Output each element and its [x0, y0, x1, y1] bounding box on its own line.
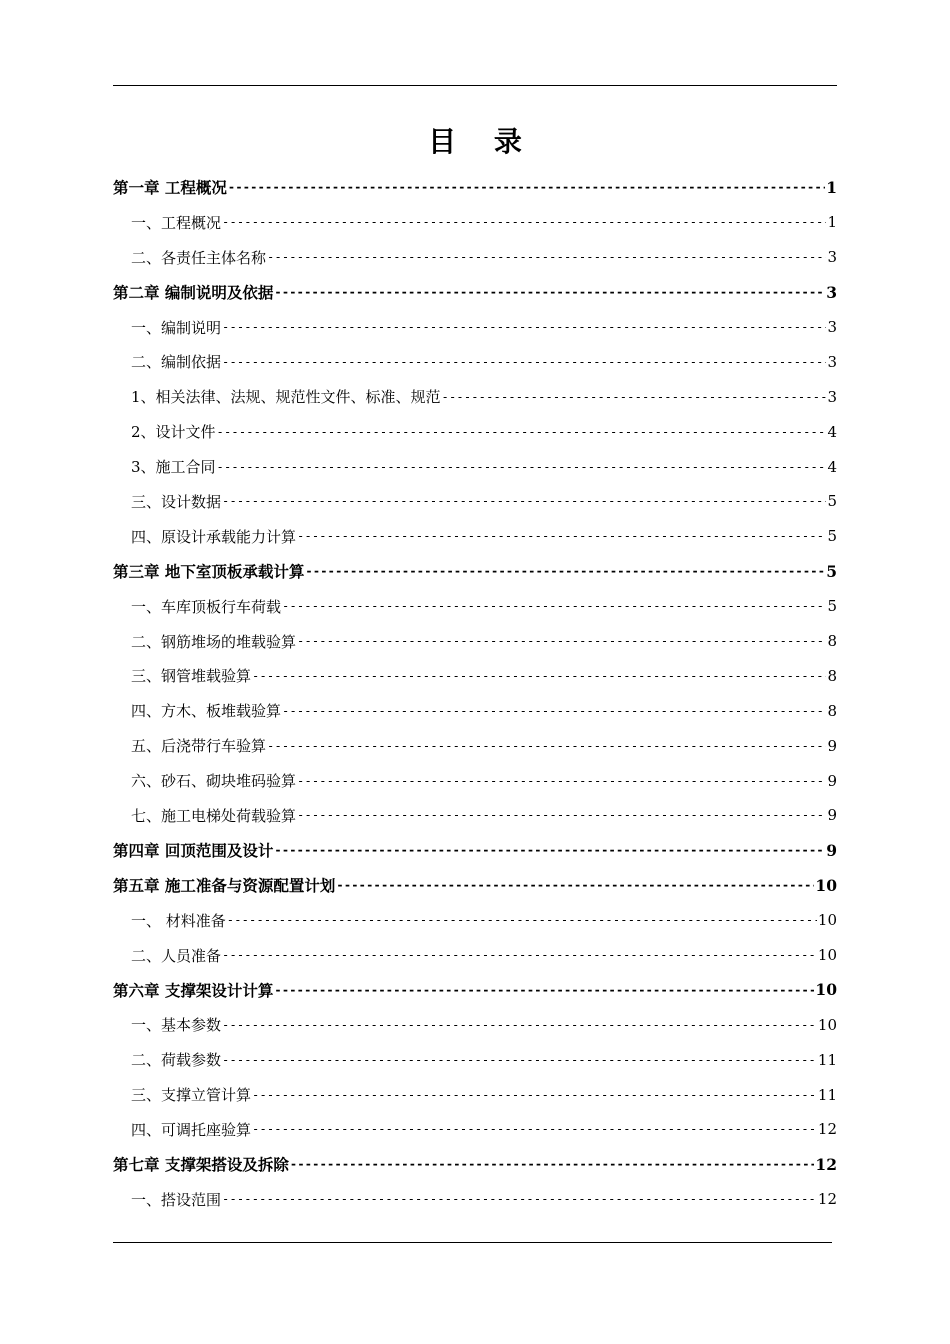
toc-leader [297, 775, 826, 787]
toc-page-number: 9 [827, 771, 837, 790]
toc-leader [222, 321, 826, 333]
toc-entry-section[interactable] [113, 414, 837, 449]
toc-leader [222, 216, 826, 228]
toc-entry-text: 五、后浇带行车验算 [131, 737, 267, 756]
toc-entry-text: 一、车库顶板行车荷载 [131, 597, 282, 616]
toc-entry-section[interactable] [113, 205, 837, 240]
header-rule [113, 85, 837, 86]
toc-entry-text: 六、砂石、砌块堆码验算 [131, 772, 297, 791]
toc-entry-text: 一、搭设范围 [131, 1190, 222, 1209]
toc-page-number: 12 [815, 1154, 837, 1174]
toc-leader [274, 984, 814, 996]
toc-page-number: 10 [817, 911, 837, 930]
toc-page-number: 12 [817, 1190, 837, 1209]
toc-entry-section[interactable] [113, 798, 837, 833]
toc-entry-section[interactable] [113, 938, 837, 973]
toc-entry-text: 第一章 工程概况 [113, 178, 227, 198]
toc-page-number: 11 [817, 1085, 837, 1104]
toc-page-number: 8 [827, 632, 837, 651]
toc-page-number: 4 [827, 422, 837, 441]
toc-page-number: 5 [827, 492, 837, 511]
toc-entry-section[interactable] [113, 1007, 837, 1042]
toc-entry-text: 四、可调托座验算 [131, 1120, 252, 1139]
toc-entry-section[interactable] [113, 1182, 837, 1217]
toc-entry-section[interactable] [113, 310, 837, 345]
toc-leader [274, 844, 825, 856]
toc-entry-text: 七、施工电梯处荷载验算 [131, 806, 297, 825]
toc-entry-section[interactable] [113, 728, 837, 763]
toc-leader [282, 600, 826, 612]
toc-leader [252, 1123, 817, 1135]
toc-entry-section[interactable] [113, 693, 837, 728]
toc-entry-text: 一、基本参数 [131, 1016, 222, 1035]
toc-entry-text: 第六章 支撑架设计计算 [113, 980, 274, 1000]
toc-entry-text: 第七章 支撑架搭设及拆除 [113, 1155, 289, 1175]
toc-leader [222, 356, 826, 368]
toc-leader [222, 1019, 817, 1031]
toc-entry-chapter[interactable] [113, 833, 837, 868]
toc-leader [267, 251, 826, 263]
toc-entry-section[interactable] [113, 658, 837, 693]
toc-page-number: 3 [827, 352, 837, 371]
toc-entry-chapter[interactable] [113, 275, 837, 310]
toc-entry-text: 3、施工合同 [131, 458, 216, 477]
toc-entry-section[interactable] [113, 589, 837, 624]
toc-entry-chapter[interactable] [113, 554, 837, 589]
toc-page-number: 3 [827, 248, 837, 267]
toc-page-number: 3 [827, 318, 837, 336]
toc-entry-text: 二、编制依据 [131, 353, 222, 372]
toc-page-number: 9 [827, 806, 837, 825]
table-of-contents [113, 170, 837, 1217]
toc-leader [336, 879, 814, 891]
toc-leader [442, 391, 827, 403]
toc-entry-chapter[interactable] [113, 972, 837, 1007]
toc-entry-section[interactable] [113, 449, 837, 484]
toc-page-number: 9 [827, 736, 837, 755]
toc-leader [297, 635, 826, 647]
toc-leader [282, 705, 826, 717]
toc-entry-text: 2、设计文件 [131, 423, 216, 442]
toc-entry-text: 二、人员准备 [131, 946, 222, 965]
toc-entry-text: 第五章 施工准备与资源配置计划 [113, 876, 336, 896]
toc-entry-text: 第四章 回顶范围及设计 [113, 841, 274, 861]
toc-page-number: 1 [826, 177, 837, 197]
toc-entry-text: 二、各责任主体名称 [131, 248, 267, 267]
toc-leader [222, 495, 826, 507]
toc-leader [228, 181, 825, 193]
toc-entry-chapter[interactable] [113, 170, 837, 205]
toc-page-number: 9 [826, 840, 837, 860]
toc-entry-section[interactable] [113, 1077, 837, 1112]
toc-page-number: 8 [827, 666, 837, 685]
toc-entry-chapter[interactable] [113, 868, 837, 903]
toc-page-number: 3 [826, 282, 837, 302]
toc-entry-text: 第三章 地下室顶板承载计算 [113, 562, 305, 582]
toc-entry-section[interactable] [113, 1042, 837, 1077]
toc-page-number: 11 [817, 1050, 837, 1069]
toc-entry-section[interactable] [113, 903, 837, 938]
toc-page-number: 5 [827, 597, 837, 616]
toc-entry-section[interactable] [113, 344, 837, 379]
toc-leader [297, 530, 826, 542]
toc-entry-text: 三、钢管堆载验算 [131, 667, 252, 686]
toc-leader [222, 1054, 817, 1066]
toc-page-number: 3 [827, 387, 837, 406]
toc-page-number: 12 [817, 1120, 837, 1139]
toc-leader [217, 461, 827, 473]
toc-leader [217, 426, 827, 438]
toc-entry-text: 一、 材料准备 [131, 911, 226, 930]
toc-entry-text: 一、工程概况 [131, 213, 222, 232]
toc-page-number: 5 [827, 527, 837, 546]
toc-entry-text: 四、方木、板堆载验算 [131, 702, 282, 721]
toc-entry-chapter[interactable] [113, 1147, 837, 1182]
toc-page-number: 10 [815, 875, 837, 895]
toc-page-number: 10 [815, 980, 837, 1000]
toc-entry-text: 三、支撑立管计算 [131, 1086, 252, 1105]
toc-entry-text: 二、钢筋堆场的堆载验算 [131, 632, 297, 651]
toc-leader [222, 1193, 817, 1205]
toc-entry-text: 一、编制说明 [131, 318, 222, 337]
toc-leader [305, 565, 825, 577]
toc-entry-section[interactable] [113, 379, 837, 414]
toc-entry-text: 第二章 编制说明及依据 [113, 283, 274, 303]
toc-entry-text: 三、设计数据 [131, 492, 222, 511]
toc-page-number: 10 [817, 946, 837, 965]
toc-page-number: 5 [826, 561, 837, 581]
toc-page-number: 4 [827, 457, 837, 476]
toc-entry-section[interactable] [113, 519, 837, 554]
toc-entry-text: 四、原设计承载能力计算 [131, 527, 297, 546]
toc-page-number: 10 [817, 1015, 837, 1034]
toc-entry-section[interactable] [113, 484, 837, 519]
toc-leader [252, 1089, 817, 1101]
toc-entry-section[interactable] [113, 240, 837, 275]
toc-entry-text: 1、相关法律、法规、规范性文件、标准、规范 [131, 388, 441, 407]
toc-leader [290, 1158, 815, 1170]
toc-page-number: 1 [827, 213, 837, 232]
toc-leader [252, 670, 826, 682]
toc-leader [227, 914, 817, 926]
toc-leader [267, 740, 826, 752]
page-title: 目 录 [428, 125, 536, 158]
toc-entry-text: 二、荷载参数 [131, 1051, 222, 1070]
toc-entry-section[interactable] [113, 1112, 837, 1147]
toc-page-number: 8 [827, 701, 837, 720]
toc-leader [297, 809, 826, 821]
toc-leader [274, 286, 825, 298]
toc-leader [222, 949, 817, 961]
toc-entry-section[interactable] [113, 763, 837, 798]
footer-rule [113, 1242, 832, 1243]
toc-entry-section[interactable] [113, 624, 837, 659]
